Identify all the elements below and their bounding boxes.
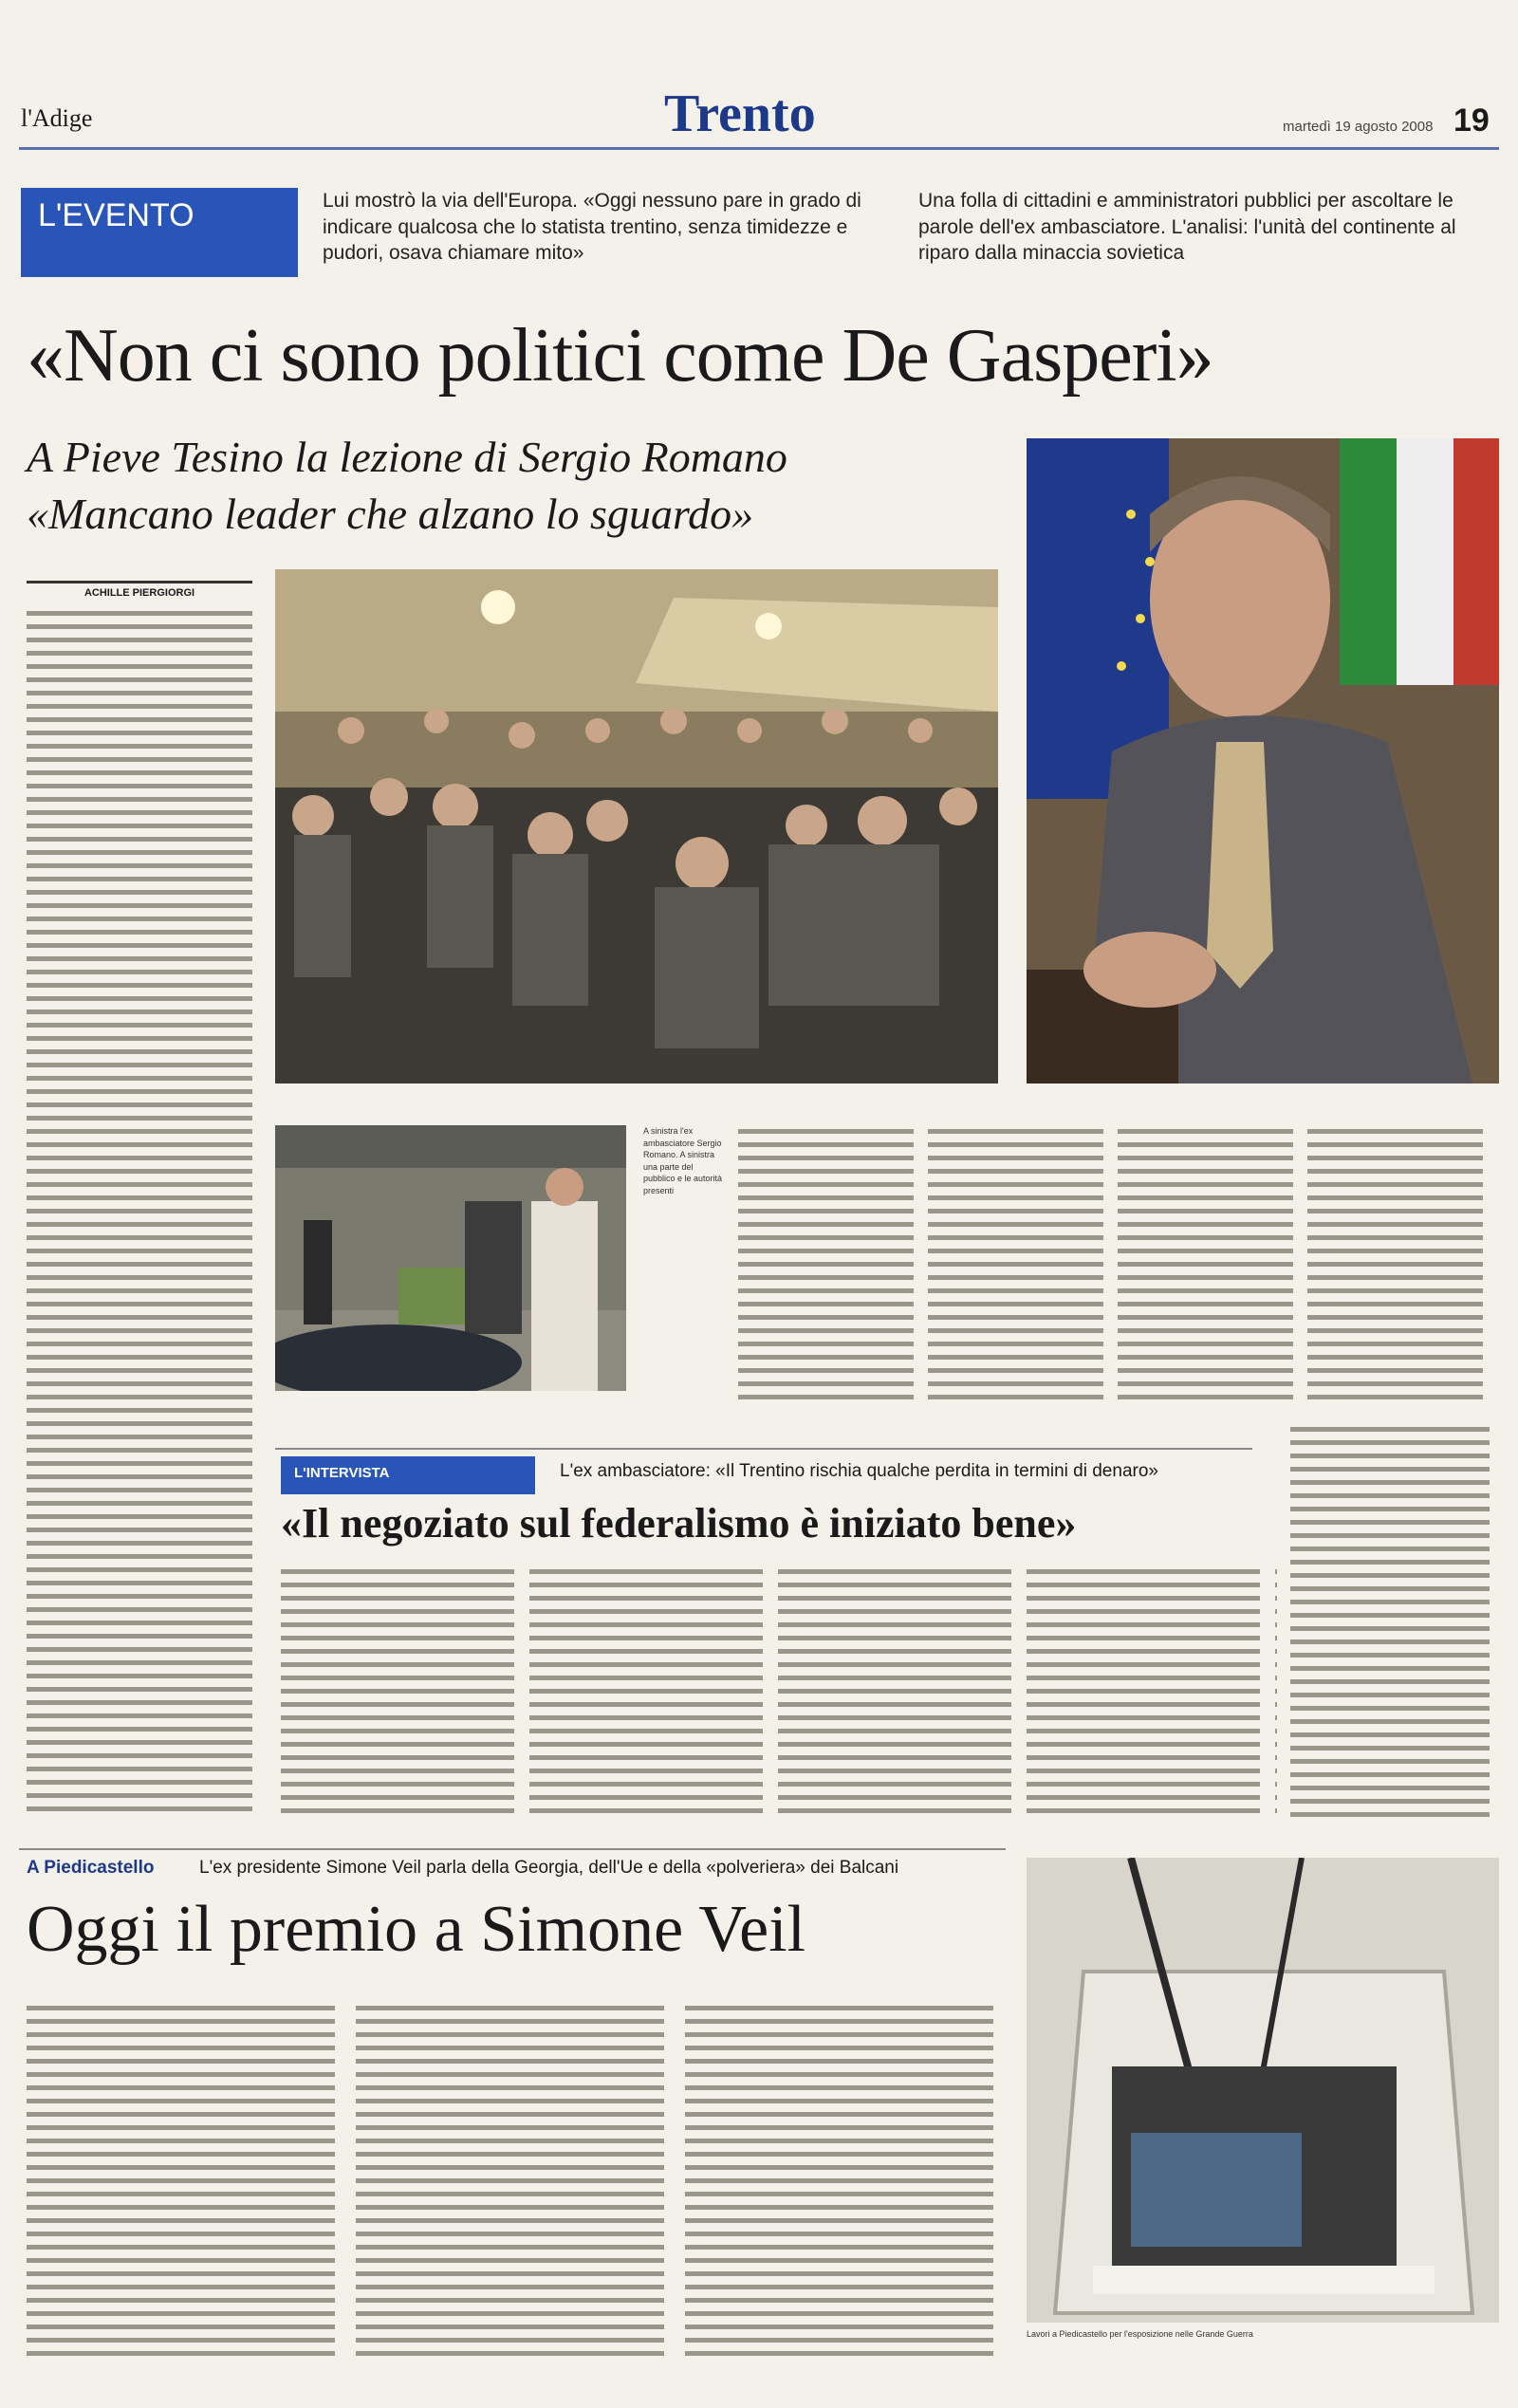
- veil-location: A Piedicastello: [27, 1858, 155, 1878]
- veil-columns: [27, 2002, 1013, 2362]
- interview-tag: L'INTERVISTA: [281, 1456, 535, 1494]
- veil-kicker: L'ex presidente Simone Veil parla della Georgia, dell'Ue e della «polveriera» dei Balcani: [199, 1858, 899, 1878]
- interview-headline: «Il negoziato sul federalismo è iniziato bene»: [281, 1500, 1077, 1547]
- evento-kicker-right: Una folla di cittadini e amministratori pubblici per ascoltare le parole dell'ex ambasciatore. L'analisi: l'unità del continente al riparo dalla minaccia sovietica: [918, 190, 1456, 265]
- byline: ACHILLE PIERGIORGI: [27, 581, 252, 599]
- main-headline: «Non ci sono politici come De Gasperi»: [27, 314, 1213, 398]
- text-lines: [281, 1565, 1277, 1822]
- article-column-right: [1290, 1423, 1499, 1822]
- speaker-illustration: [1027, 438, 1499, 1084]
- veil-headline: Oggi il premio a Simone Veil: [27, 1893, 806, 1966]
- piedicastello-photo: [1027, 1858, 1499, 2323]
- newspaper-name: l'Adige: [21, 104, 93, 132]
- article-columns-middle: [738, 1125, 1497, 1438]
- masthead-rule: [19, 147, 1499, 150]
- street-photo: [275, 1125, 626, 1391]
- interview-kicker: L'ex ambasciatore: «Il Trentino rischia qualche perdita in termini di denaro»: [560, 1461, 1158, 1481]
- small-photo-caption: A sinistra l'ex ambasciatore Sergio Romano. A sinistra una parte del pubblico e le autorità presenti: [643, 1126, 723, 1195]
- street-illustration: [275, 1125, 626, 1391]
- interview-columns: [281, 1565, 1277, 1822]
- text-lines: [738, 1125, 1497, 1438]
- veil-rule: [19, 1848, 1006, 1850]
- evento-kicker-left: Lui mostrò la via dell'Europa. «Oggi nessuno pare in grado di indicare qualcosa che lo statista trentino, senza timidezze e pudori, osava chiamare mito»: [323, 190, 861, 265]
- romano-photo: [1027, 438, 1499, 1084]
- interview-rule: [275, 1448, 1252, 1450]
- issue-date: martedì 19 agosto 2008: [1283, 119, 1434, 135]
- article-column-left: [27, 607, 252, 1812]
- exhibition-illustration: [1027, 1858, 1499, 2323]
- section-title: Trento: [664, 84, 816, 143]
- audience-illustration: [275, 569, 998, 1084]
- evento-tag: [21, 188, 298, 277]
- text-lines: [27, 2002, 1013, 2362]
- text-lines: [27, 607, 252, 1812]
- page-number: 19: [1453, 102, 1490, 139]
- main-subhead-1: A Pieve Tesino la lezione di Sergio Romano: [27, 433, 787, 481]
- text-lines: [1290, 1423, 1499, 1822]
- piedicastello-caption: Lavori a Piedicastello per l'esposizione nelle Grande Guerra: [1027, 2329, 1253, 2339]
- evento-tag-label: L'EVENTO: [38, 197, 194, 233]
- main-subhead-2: «Mancano leader che alzano lo sguardo»: [27, 490, 754, 538]
- audience-photo: [275, 569, 998, 1084]
